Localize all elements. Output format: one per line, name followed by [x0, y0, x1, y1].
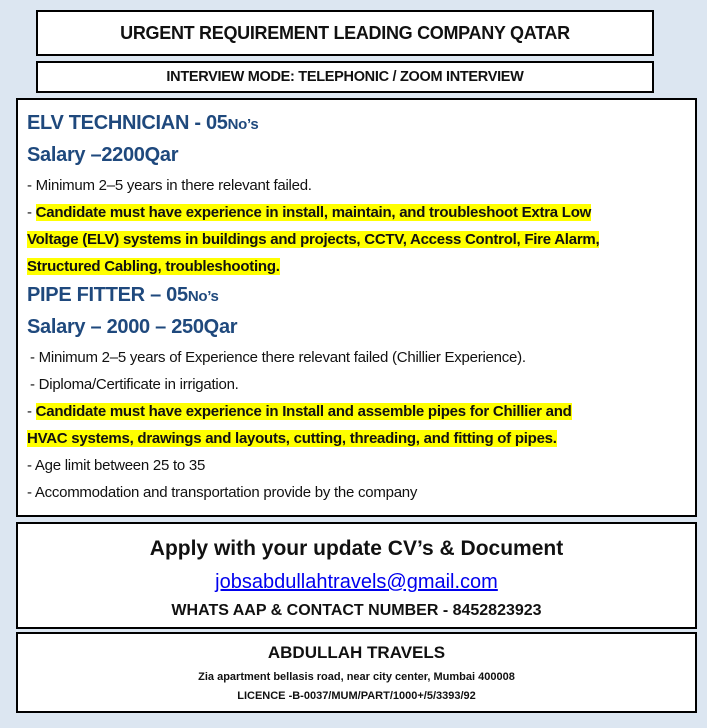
requirement: Structured Cabling, troubleshooting.: [27, 258, 280, 275]
title-banner: [36, 10, 654, 56]
contact-number: WHATS AAP & CONTACT NUMBER - 8452823923: [171, 602, 542, 619]
job-listings: [16, 98, 697, 517]
apply-section: [16, 522, 697, 629]
requirement: - Candidate must have experience in install, maintain, and troubleshoot Extra Low: [27, 204, 592, 221]
apply-heading: Apply with your update CV’s & Document: [149, 537, 564, 560]
company-name: ABDULLAH TRAVELS: [267, 643, 446, 662]
page-title: URGENT REQUIREMENT LEADING COMPANY QATAR: [120, 22, 570, 43]
requirement: - Candidate must have experience in Install and assemble pipes for Chillier and: [27, 403, 572, 420]
interview-mode: INTERVIEW MODE: TELEPHONIC / ZOOM INTERVIEW: [166, 69, 524, 85]
requirement: - Age limit between 25 to 35: [27, 457, 206, 474]
requirement: - Minimum 2–5 years in there relevant failed.: [27, 177, 312, 194]
requirement: Voltage (ELV) systems in buildings and projects, CCTV, Access Control, Fire Alarm,: [27, 231, 600, 248]
requirement: - Accommodation and transportation provide by the company: [27, 484, 418, 501]
company-address: Zia apartment bellasis road, near city center, Mumbai 400008: [198, 671, 515, 683]
requirement: - Minimum 2–5 years of Experience there relevant failed (Chillier Experience).: [30, 349, 526, 366]
salary-elv: Salary –2200Qar: [27, 144, 179, 166]
company-licence: LICENCE -B-0037/MUM/PART/1000+/5/3393/92: [237, 690, 476, 702]
requirement: HVAC systems, drawings and layouts, cutting, threading, and fitting of pipes.: [27, 430, 557, 447]
interview-mode-banner: [36, 61, 654, 93]
email-link[interactable]: jobsabdullahtravels@gmail.com: [215, 571, 498, 593]
salary-pipe-fitter: Salary – 2000 – 250Qar: [27, 316, 238, 338]
job-title-elv: ELV TECHNICIAN - 05No’s: [27, 112, 259, 134]
requirement: - Diploma/Certificate in irrigation.: [30, 376, 239, 393]
company-footer: [16, 632, 697, 713]
job-title-pipe-fitter: PIPE FITTER – 05No’s: [27, 284, 219, 306]
